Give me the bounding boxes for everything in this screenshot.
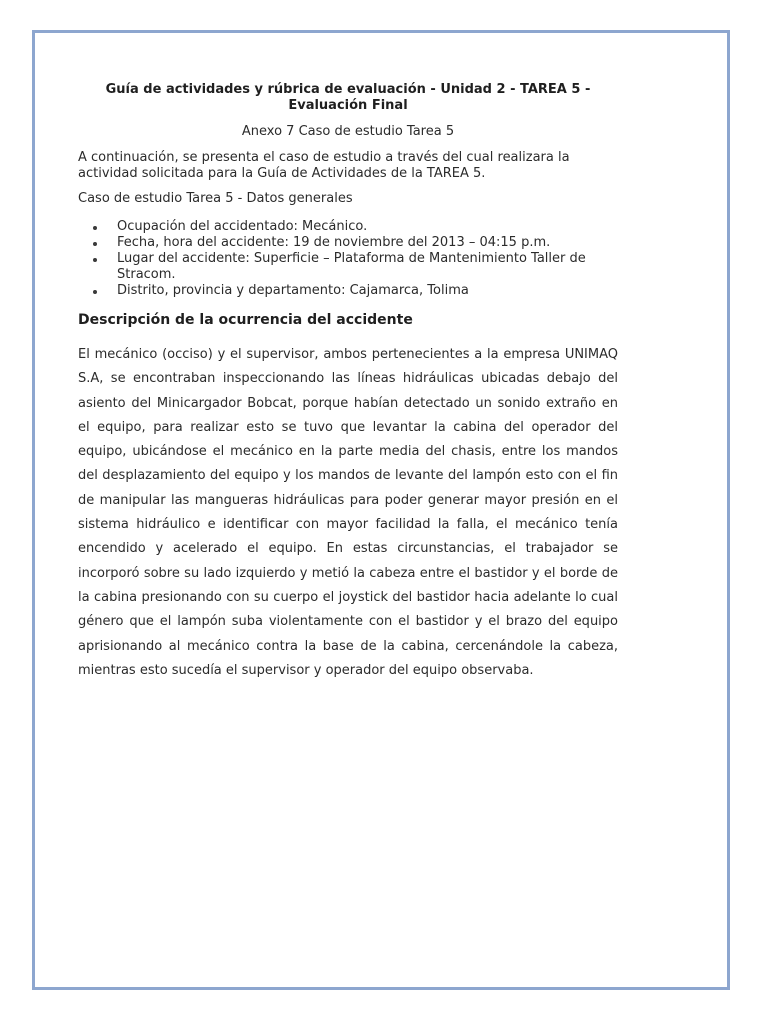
general-data-list	[78, 219, 618, 299]
description-paragraph: El mecánico (occiso) y el supervisor, ambos pertenecientes a la empresa UNIMAQ S.A, se encontraban inspeccionando las líneas hidráulicas ubicadas debajo del asiento del Minicargador Bobcat, porque habían detectado un sonido extraño en el equipo, para realizar esto se tuvo que levantar la cabina del operador del equipo, ubicándose el mecánico en la parte media del chasis, entre los mandos del desplazamiento del equipo y los mandos de levante del lampón esto con el fin de manipular las mangueras hidráulicas para poder generar mayor presión en el sistema hidráulico e identificar con mayor facilidad la falla, el mecánico tenía encendido y acelerado el equipo. En estas circunstancias, el trabajador se incorporó sobre su lado izquierdo y metió la cabeza entre el bastidor y el borde de la cabina presionando con su cuerpo el joystick del bastidor hacia adelante lo cual género que el lampón suba violentamente con el bastidor y el brazo del equipo aprisionando al mecánico contra la base de la cabina, cercenándole la cabeza, mientras esto sucedía el supervisor y operador del equipo observaba.	[78, 347, 618, 678]
list-item-text: Distrito, provincia y departamento: Cajamarca, Tolima	[117, 283, 469, 298]
intro-paragraph: A continuación, se presenta el caso de estudio a través del cual realizara la actividad solicitada para la Guía de Actividades de la TAREA 5.	[78, 150, 570, 181]
bullet-icon	[93, 290, 97, 294]
document-content	[78, 82, 618, 683]
document-title: Guía de actividades y rúbrica de evaluación - Unidad 2 - TAREA 5 - Evaluación Final	[105, 82, 591, 113]
list-item	[78, 251, 618, 283]
general-data-heading: Caso de estudio Tarea 5 - Datos generales	[78, 191, 353, 206]
annex-title: Anexo 7 Caso de estudio Tarea 5	[241, 124, 455, 139]
bullet-icon	[93, 258, 97, 262]
list-item	[78, 235, 618, 251]
list-item-text: Lugar del accidente: Superficie – Plataforma de Mantenimiento Taller de Stracom.	[117, 251, 586, 282]
list-item	[78, 219, 618, 235]
bullet-icon	[93, 242, 97, 246]
list-item-text: Ocupación del accidentado: Mecánico.	[117, 219, 368, 234]
description-heading: Descripción de la ocurrencia del accidente	[78, 312, 413, 328]
list-item	[78, 283, 618, 299]
bullet-icon	[93, 226, 97, 230]
list-item-text: Fecha, hora del accidente: 19 de noviembre del 2013 – 04:15 p.m.	[117, 235, 551, 250]
